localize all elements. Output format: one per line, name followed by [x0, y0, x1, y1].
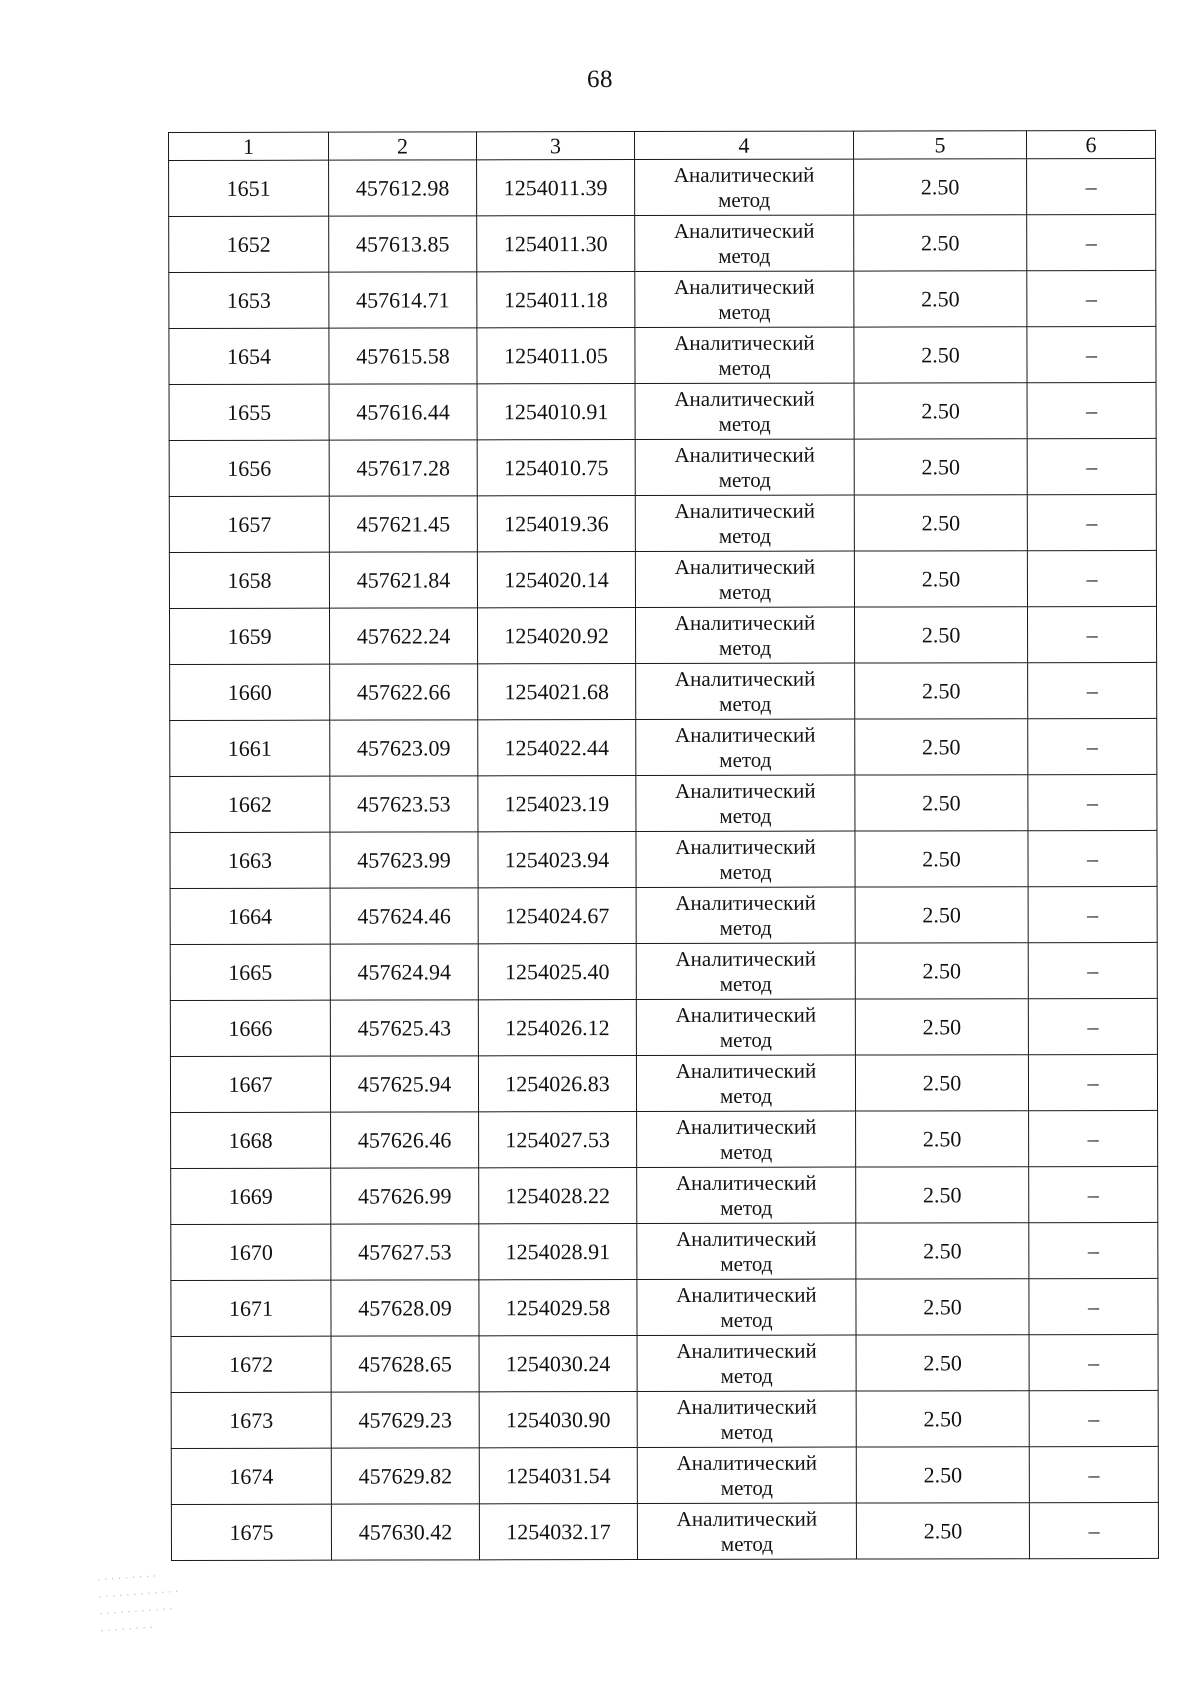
table-row: [170, 998, 1157, 1056]
point-number-cell: 1658: [169, 552, 329, 608]
y-coordinate-cell: 1254010.75: [477, 440, 635, 496]
accuracy-cell: 2.50: [856, 1223, 1029, 1279]
method-text-line: Аналитический: [673, 218, 815, 243]
method-text-line: Аналитический: [675, 1114, 817, 1139]
note-cell: –: [1029, 1222, 1158, 1278]
method-text-line: Аналитический: [676, 1226, 817, 1251]
point-number-cell: 1655: [169, 384, 329, 440]
note-cell: –: [1028, 830, 1157, 886]
method-text-line: Аналитический: [675, 834, 816, 859]
method-text-line: метод: [718, 467, 771, 492]
table-row: [171, 1222, 1158, 1280]
x-coordinate-cell: 457612.98: [329, 160, 477, 216]
table-row: [170, 830, 1157, 888]
method-cell: [636, 663, 855, 719]
x-coordinate-cell: 457622.66: [330, 664, 478, 720]
method-text-line: Аналитический: [675, 890, 816, 915]
note-cell: –: [1027, 270, 1156, 326]
table-row: [169, 550, 1156, 608]
accuracy-cell: 2.50: [854, 215, 1027, 271]
column-header: 2: [329, 132, 477, 160]
method-cell: [636, 831, 855, 887]
point-number-cell: 1674: [171, 1448, 331, 1504]
method-cell: [635, 439, 854, 495]
accuracy-cell: 2.50: [854, 327, 1027, 383]
x-coordinate-cell: 457623.53: [330, 776, 478, 832]
y-coordinate-cell: 1254021.68: [478, 664, 636, 720]
accuracy-cell: 2.50: [855, 719, 1028, 775]
note-cell: –: [1029, 1390, 1158, 1446]
table-row: [169, 326, 1156, 384]
x-coordinate-cell: 457628.65: [331, 1336, 479, 1392]
method-text-line: метод: [720, 1195, 773, 1220]
x-coordinate-cell: 457613.85: [329, 216, 477, 272]
accuracy-cell: 2.50: [856, 1111, 1029, 1167]
y-coordinate-cell: 1254020.14: [477, 552, 635, 608]
method-text-line: метод: [720, 1531, 774, 1556]
point-number-cell: 1661: [170, 720, 330, 776]
method-text-line: метод: [719, 971, 772, 996]
method-cell: [636, 775, 855, 831]
y-coordinate-cell: 1254030.24: [479, 1336, 637, 1392]
table-row: [171, 1502, 1158, 1560]
column-header: 4: [635, 131, 854, 159]
y-coordinate-cell: 1254030.90: [479, 1392, 637, 1448]
x-coordinate-cell: 457623.99: [330, 832, 478, 888]
table-row: [171, 1334, 1158, 1392]
y-coordinate-cell: 1254011.39: [477, 160, 635, 216]
column-header: 3: [477, 132, 635, 160]
method-text-line: Аналитический: [675, 1002, 817, 1027]
table-row: [171, 1390, 1158, 1448]
table-row: [169, 270, 1156, 328]
table-row: [171, 1166, 1158, 1224]
y-coordinate-cell: 1254011.05: [477, 328, 635, 384]
note-cell: –: [1027, 382, 1156, 438]
note-cell: –: [1027, 494, 1156, 550]
note-cell: –: [1027, 438, 1156, 494]
method-text-line: Аналитический: [673, 162, 815, 187]
table-row: [169, 494, 1156, 552]
y-coordinate-cell: 1254031.54: [479, 1448, 637, 1504]
method-text-line: метод: [720, 1419, 773, 1444]
accuracy-cell: 2.50: [856, 1447, 1029, 1503]
y-coordinate-cell: 1254019.36: [477, 496, 635, 552]
table-row: [171, 1278, 1158, 1336]
method-text-line: метод: [718, 187, 771, 212]
faded-stamp-mark: · · · · · · · · · · · · · · · · · · · · · · · · · · · · · · · · · · · · · · · ·: [96, 1569, 179, 1638]
x-coordinate-cell: 457615.58: [329, 328, 477, 384]
accuracy-cell: 2.50: [856, 1167, 1029, 1223]
y-coordinate-cell: 1254023.94: [478, 832, 636, 888]
method-cell: [637, 1503, 856, 1559]
accuracy-cell: 2.50: [855, 999, 1028, 1055]
method-text-line: Аналитический: [676, 1394, 817, 1419]
point-number-cell: 1669: [171, 1168, 331, 1224]
note-cell: –: [1029, 1110, 1158, 1166]
table-row: [169, 606, 1156, 664]
note-cell: –: [1028, 886, 1157, 942]
point-number-cell: 1670: [171, 1224, 331, 1280]
x-coordinate-cell: 457626.99: [331, 1168, 479, 1224]
note-cell: –: [1028, 1054, 1157, 1110]
y-coordinate-cell: 1254022.44: [478, 720, 636, 776]
method-text-line: Аналитический: [674, 610, 816, 635]
accuracy-cell: 2.50: [856, 1503, 1029, 1559]
accuracy-cell: 2.50: [854, 271, 1027, 327]
y-coordinate-cell: 1254029.58: [479, 1280, 637, 1336]
note-cell: –: [1029, 1502, 1158, 1558]
method-text-line: метод: [718, 299, 771, 324]
accuracy-cell: 2.50: [855, 831, 1028, 887]
accuracy-cell: 2.50: [856, 1335, 1029, 1391]
note-cell: –: [1028, 718, 1157, 774]
table-row: [171, 1446, 1158, 1504]
accuracy-cell: 2.50: [855, 943, 1028, 999]
note-cell: –: [1028, 774, 1157, 830]
table-row: [170, 942, 1157, 1000]
column-header: 1: [169, 132, 329, 160]
note-cell: –: [1029, 1446, 1158, 1502]
x-coordinate-cell: 457627.53: [331, 1224, 479, 1280]
method-text-line: метод: [719, 747, 772, 772]
method-text-line: Аналитический: [674, 554, 816, 579]
table-row: [170, 662, 1157, 720]
note-cell: –: [1029, 1278, 1158, 1334]
y-coordinate-cell: 1254032.17: [479, 1504, 637, 1560]
accuracy-cell: 2.50: [856, 1391, 1029, 1447]
point-number-cell: 1656: [169, 440, 329, 496]
method-cell: [637, 1167, 856, 1223]
accuracy-cell: 2.50: [855, 663, 1028, 719]
page-number: 68: [587, 66, 613, 93]
x-coordinate-cell: 457629.82: [331, 1448, 479, 1504]
method-text-line: метод: [720, 1139, 773, 1164]
y-coordinate-cell: 1254027.53: [479, 1112, 637, 1168]
point-number-cell: 1664: [170, 888, 330, 944]
table-row: [169, 438, 1156, 496]
point-number-cell: 1662: [170, 776, 330, 832]
method-text-line: Аналитический: [675, 722, 816, 747]
x-coordinate-cell: 457624.94: [330, 944, 478, 1000]
point-number-cell: 1666: [170, 1000, 330, 1056]
point-number-cell: 1652: [169, 216, 329, 272]
method-text-line: Аналитический: [674, 274, 815, 299]
y-coordinate-cell: 1254011.18: [477, 272, 635, 328]
y-coordinate-cell: 1254020.92: [477, 608, 635, 664]
point-number-cell: 1660: [170, 664, 330, 720]
note-cell: –: [1027, 326, 1156, 382]
accuracy-cell: 2.50: [854, 439, 1027, 495]
note-cell: –: [1028, 998, 1157, 1054]
method-text-line: метод: [718, 411, 771, 436]
y-coordinate-cell: 1254011.30: [477, 216, 635, 272]
method-cell: [635, 607, 854, 663]
x-coordinate-cell: 457616.44: [329, 384, 477, 440]
method-cell: [636, 943, 855, 999]
point-number-cell: 1675: [171, 1504, 331, 1560]
table-row: [170, 886, 1157, 944]
point-number-cell: 1671: [171, 1280, 331, 1336]
method-text-line: метод: [720, 1363, 773, 1388]
method-text-line: Аналитический: [675, 778, 816, 803]
method-text-line: метод: [718, 243, 771, 268]
point-number-cell: 1663: [170, 832, 330, 888]
method-text-line: метод: [719, 915, 772, 940]
x-coordinate-cell: 457625.43: [330, 1000, 478, 1056]
y-coordinate-cell: 1254026.83: [478, 1056, 636, 1112]
table-header-row: [169, 130, 1156, 160]
method-text-line: метод: [719, 859, 772, 884]
note-cell: –: [1027, 606, 1156, 662]
accuracy-cell: 2.50: [856, 1279, 1029, 1335]
y-coordinate-cell: 1254025.40: [478, 944, 636, 1000]
note-cell: –: [1029, 1334, 1158, 1390]
x-coordinate-cell: 457630.42: [331, 1504, 479, 1560]
method-cell: [637, 1223, 856, 1279]
accuracy-cell: 2.50: [854, 495, 1027, 551]
x-coordinate-cell: 457614.71: [329, 272, 477, 328]
method-text-line: метод: [720, 1475, 773, 1500]
method-text-line: метод: [719, 1027, 772, 1052]
table-row: [169, 214, 1156, 272]
method-cell: [637, 1279, 856, 1335]
accuracy-cell: 2.50: [855, 1055, 1028, 1111]
y-coordinate-cell: 1254010.91: [477, 384, 635, 440]
method-text-line: Аналитический: [676, 1338, 817, 1363]
method-text-line: Аналитический: [674, 666, 816, 691]
method-text-line: метод: [720, 1307, 773, 1332]
method-text-line: метод: [719, 635, 772, 660]
method-cell: [635, 215, 854, 271]
note-cell: –: [1027, 550, 1156, 606]
y-coordinate-cell: 1254024.67: [478, 888, 636, 944]
method-text-line: Аналитический: [676, 1450, 818, 1475]
method-text-line: метод: [719, 691, 772, 716]
table-row: [171, 1110, 1158, 1168]
x-coordinate-cell: 457617.28: [329, 440, 477, 496]
y-coordinate-cell: 1254028.91: [479, 1224, 637, 1280]
accuracy-cell: 2.50: [854, 383, 1027, 439]
accuracy-cell: 2.50: [854, 607, 1027, 663]
note-cell: –: [1029, 1166, 1158, 1222]
x-coordinate-cell: 457624.46: [330, 888, 478, 944]
x-coordinate-cell: 457622.24: [329, 608, 477, 664]
point-number-cell: 1665: [170, 944, 330, 1000]
coordinates-table: [168, 130, 1159, 1561]
y-coordinate-cell: 1254023.19: [478, 776, 636, 832]
accuracy-cell: 2.50: [855, 775, 1028, 831]
y-coordinate-cell: 1254028.22: [479, 1168, 637, 1224]
note-cell: –: [1028, 662, 1157, 718]
table-row: [170, 774, 1157, 832]
point-number-cell: 1673: [171, 1392, 331, 1448]
method-cell: [635, 495, 854, 551]
x-coordinate-cell: 457626.46: [331, 1112, 479, 1168]
note-cell: –: [1027, 214, 1156, 270]
x-coordinate-cell: 457628.09: [331, 1280, 479, 1336]
method-text-line: метод: [718, 355, 771, 380]
method-cell: [636, 999, 855, 1055]
method-cell: [636, 719, 855, 775]
point-number-cell: 1667: [170, 1056, 330, 1112]
column-header: 6: [1026, 130, 1155, 158]
method-cell: [635, 383, 854, 439]
method-text-line: метод: [718, 579, 772, 604]
table-row: [170, 718, 1157, 776]
point-number-cell: 1653: [169, 272, 329, 328]
method-text-line: метод: [719, 803, 772, 828]
point-number-cell: 1659: [169, 608, 329, 664]
point-number-cell: 1668: [171, 1112, 331, 1168]
x-coordinate-cell: 457621.84: [329, 552, 477, 608]
method-cell: [635, 271, 854, 327]
method-text-line: метод: [718, 523, 771, 548]
x-coordinate-cell: 457625.94: [330, 1056, 478, 1112]
method-cell: [635, 551, 854, 607]
method-cell: [637, 1335, 856, 1391]
accuracy-cell: 2.50: [855, 887, 1028, 943]
note-cell: –: [1027, 158, 1156, 214]
x-coordinate-cell: 457629.23: [331, 1392, 479, 1448]
point-number-cell: 1672: [171, 1336, 331, 1392]
table-row: [169, 158, 1156, 216]
point-number-cell: 1657: [169, 496, 329, 552]
method-cell: [636, 1055, 855, 1111]
accuracy-cell: 2.50: [854, 159, 1027, 215]
method-text-line: метод: [720, 1251, 773, 1276]
note-cell: –: [1028, 942, 1157, 998]
point-number-cell: 1651: [169, 160, 329, 216]
method-cell: [635, 159, 854, 215]
point-number-cell: 1654: [169, 328, 329, 384]
column-header: 5: [853, 131, 1026, 159]
method-text-line: метод: [719, 1083, 773, 1108]
table-row: [169, 382, 1156, 440]
method-text-line: Аналитический: [674, 442, 815, 467]
method-text-line: Аналитический: [674, 386, 815, 411]
table-row: [170, 1054, 1157, 1112]
x-coordinate-cell: 457621.45: [329, 496, 477, 552]
method-cell: [637, 1111, 856, 1167]
method-text-line: Аналитический: [676, 1282, 817, 1307]
y-coordinate-cell: 1254026.12: [478, 1000, 636, 1056]
method-cell: [637, 1391, 856, 1447]
method-text-line: Аналитический: [675, 946, 816, 971]
method-cell: [636, 887, 855, 943]
method-text-line: Аналитический: [674, 498, 816, 523]
method-text-line: Аналитический: [676, 1506, 818, 1531]
table-body: [169, 158, 1159, 1560]
method-text-line: Аналитический: [674, 330, 815, 355]
method-cell: [637, 1447, 856, 1503]
accuracy-cell: 2.50: [854, 551, 1027, 607]
method-text-line: Аналитический: [675, 1058, 817, 1083]
method-text-line: Аналитический: [675, 1170, 817, 1195]
x-coordinate-cell: 457623.09: [330, 720, 478, 776]
method-cell: [635, 327, 854, 383]
